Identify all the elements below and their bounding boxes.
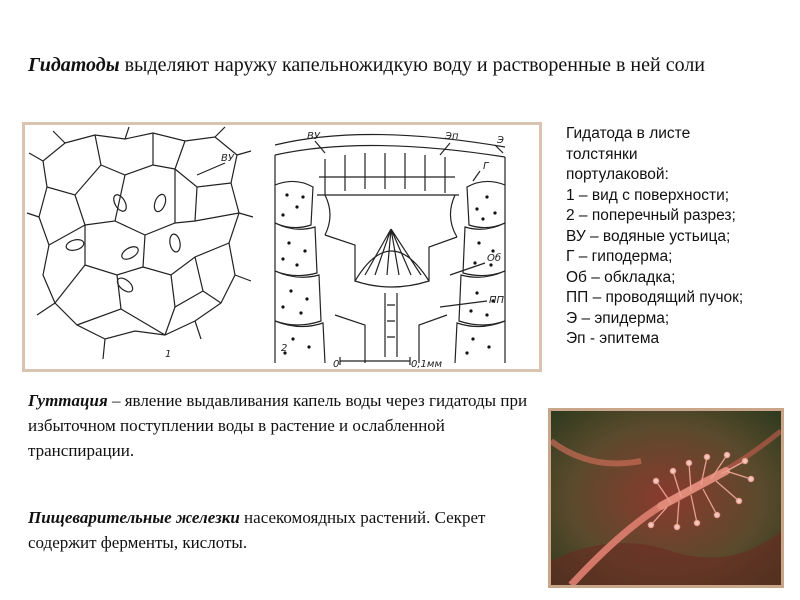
caption-line: толстянки <box>566 145 638 163</box>
caption-line: 2 – поперечный разрез; <box>566 207 736 224</box>
guttation-term: Гуттация <box>28 391 108 410</box>
caption-line: 1 – вид с поверхности; <box>566 186 730 204</box>
label-num1: 1 <box>165 349 172 360</box>
caption-line: ПП – проводящий пучок; <box>566 289 744 306</box>
label-pp: ПП <box>489 295 505 306</box>
caption-line: Гидатода в листе <box>566 125 691 142</box>
caption-line: Э – эпидерма; <box>566 309 670 327</box>
caption-line: Эп - эпитема <box>566 330 660 347</box>
hydathode-figure <box>22 122 542 372</box>
label-scale: 0,1мм <box>411 359 442 369</box>
title-term: Гидатоды <box>28 54 120 76</box>
page-title <box>28 52 768 79</box>
label-ob: Об <box>487 253 502 264</box>
sundew-image <box>551 411 781 585</box>
label-g: Г <box>483 161 489 172</box>
hydathode-drawing <box>25 125 539 369</box>
glands-term: Пищеварительные железки <box>28 508 240 527</box>
sundew-photo <box>548 408 784 588</box>
title-text: выделяют наружу капельножидкую воду и растворенные в ней соли <box>119 54 705 76</box>
caption-line: портулаковой: <box>566 166 669 183</box>
guttation-paragraph <box>28 388 538 463</box>
label-vu-left: ВУ <box>221 153 234 164</box>
label-e: Э <box>497 135 504 146</box>
guttation-text: – явление выдавливания капель воды через гидатоды при избыточном поступлении воды в растение и ослабленной транспирации. <box>28 391 528 460</box>
label-num2: 2 <box>281 343 288 354</box>
caption-line: Об – обкладка; <box>566 268 676 286</box>
caption-line: Г – гиподерма; <box>566 248 673 265</box>
glands-text: насекомоядных растений. Секрет содержит ферменты, кислоты. <box>28 508 486 552</box>
label-vu-top: ВУ <box>307 131 320 142</box>
label-ep: Эп <box>445 131 459 142</box>
label-zero: 0 <box>333 359 340 369</box>
figure-caption <box>566 124 798 350</box>
glands-paragraph <box>28 505 538 555</box>
caption-line: ВУ – водяные устьица; <box>566 227 731 245</box>
